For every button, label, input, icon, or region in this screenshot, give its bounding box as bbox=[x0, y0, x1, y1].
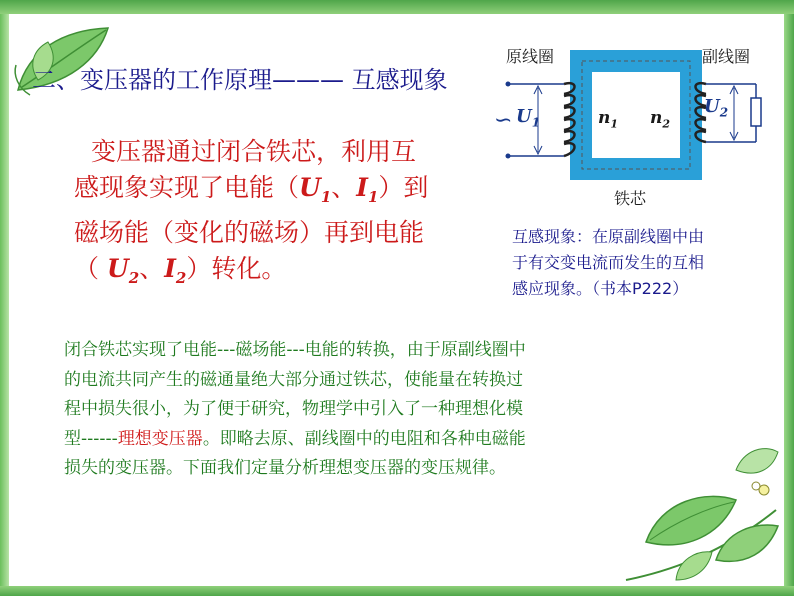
ideal-text: 。即略去原、副线圈中的电阻和各种电磁能 bbox=[202, 428, 526, 449]
ideal-transformer-paragraph bbox=[64, 336, 684, 484]
definition-line-3: 感应现象。（书本P222） bbox=[512, 279, 689, 298]
frame-top-border bbox=[0, 0, 794, 14]
var-symbol: U bbox=[516, 106, 532, 127]
ideal-transformer-term: 理想变压器 bbox=[117, 428, 203, 449]
var-symbol: U bbox=[704, 96, 720, 117]
var-u2 bbox=[106, 254, 140, 287]
principle-line-4 bbox=[74, 251, 464, 296]
ideal-line-2: 的电流共同产生的磁通量绝大部分通过铁芯，使能量在转换过 bbox=[64, 369, 523, 390]
ideal-line-5: 损失的变压器。下面我们定量分析理想变压器的变压规律。 bbox=[64, 458, 506, 478]
primary-coil-label: 原线圈 bbox=[506, 47, 555, 66]
secondary-coil-label: 副线圈 bbox=[702, 47, 751, 66]
var-symbol: I bbox=[164, 254, 176, 283]
var-i2 bbox=[164, 254, 187, 287]
var-subscript: 1 bbox=[610, 117, 619, 131]
principle-line-1: 变压器通过闭合铁芯，利用互 bbox=[91, 137, 417, 166]
var-subscript: 2 bbox=[719, 105, 729, 120]
separator: 、 bbox=[139, 254, 165, 283]
var-symbol: U bbox=[106, 254, 129, 283]
n1-label bbox=[598, 108, 618, 130]
mutual-induction-definition bbox=[512, 224, 774, 302]
terminal bbox=[506, 154, 511, 159]
var-u1 bbox=[299, 173, 332, 206]
terminal bbox=[506, 82, 511, 87]
principle-text: 感现象实现了电能（ bbox=[74, 173, 300, 202]
principle-text: （ bbox=[74, 254, 107, 283]
principle-text: ）转化。 bbox=[186, 254, 287, 283]
iron-core-label: 铁芯 bbox=[614, 189, 647, 208]
n2-label bbox=[650, 108, 670, 130]
principle-text: ）到 bbox=[378, 173, 429, 202]
principle-line-3: 磁场能（变化的磁场）再到电能 bbox=[74, 218, 425, 247]
ideal-text: 型------ bbox=[64, 428, 118, 449]
var-symbol: n bbox=[650, 108, 663, 128]
u2-label bbox=[704, 96, 728, 120]
ideal-line-1: 闭合铁芯实现了电能---磁场能---电能的转换，由于原副线圈中 bbox=[64, 340, 526, 360]
var-subscript: 1 bbox=[531, 115, 541, 130]
var-i1 bbox=[356, 173, 379, 206]
ideal-line-3: 程中损失很小，为了便于研究，物理学中引入了一种理想化模 bbox=[64, 399, 523, 419]
ideal-line-4 bbox=[64, 425, 684, 455]
var-symbol: n bbox=[598, 108, 611, 128]
var-symbol: U bbox=[299, 173, 321, 202]
var-symbol: I bbox=[356, 173, 368, 202]
section-title: 二、变压器的工作原理——— 互感现象 bbox=[32, 66, 448, 94]
u1-label bbox=[516, 106, 540, 130]
transformer-diagram bbox=[494, 36, 772, 214]
load-resistor-icon bbox=[751, 98, 761, 126]
var-subscript: 1 bbox=[320, 188, 332, 206]
var-subscript: 2 bbox=[128, 269, 140, 287]
var-subscript: 2 bbox=[662, 117, 671, 131]
definition-line-1: 互感现象：在原副线圈中由 bbox=[512, 227, 705, 246]
separator: 、 bbox=[331, 173, 357, 202]
var-subscript: 2 bbox=[175, 269, 187, 287]
var-subscript: 1 bbox=[367, 188, 379, 206]
ac-source-icon: ∽ bbox=[494, 108, 513, 133]
transformer-principle-paragraph bbox=[74, 134, 464, 296]
definition-line-2: 于有交变电流而发生的互相 bbox=[512, 253, 705, 272]
principle-line-2 bbox=[74, 170, 464, 215]
